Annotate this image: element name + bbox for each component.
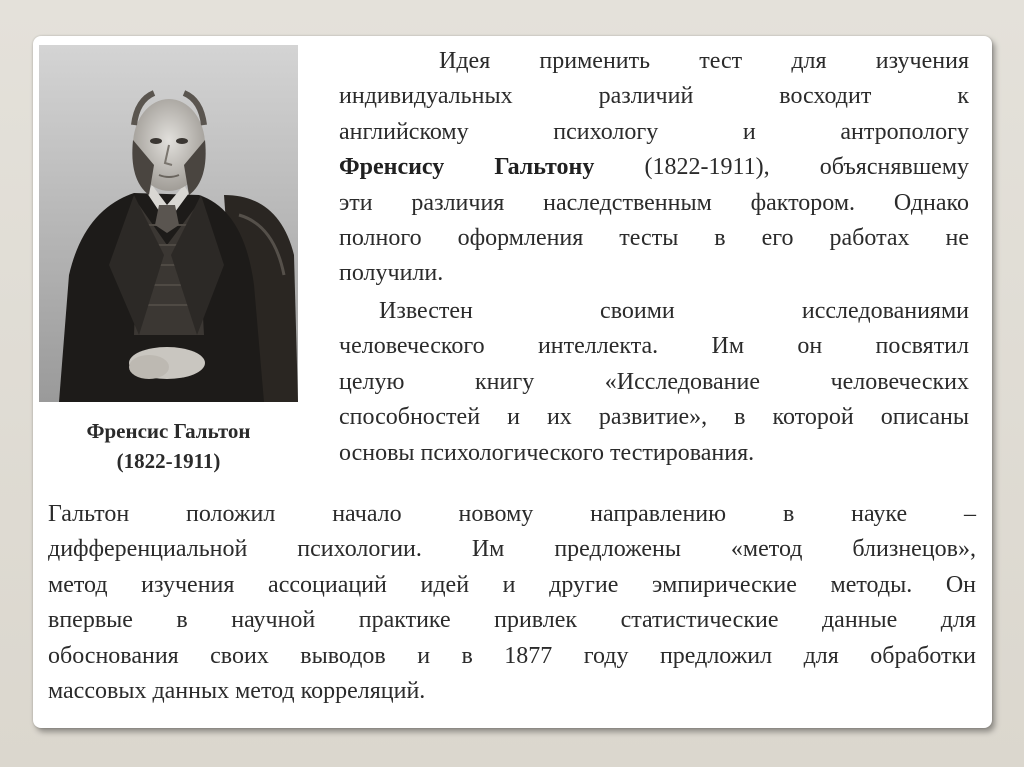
paragraph-line: способностей и их развитие», в которой описаны: [339, 404, 969, 431]
paragraph-line: дифференциальной психологии. Им предложены «метод близнецов»,: [48, 536, 976, 563]
paragraph-line: полного оформления тесты в его работах не: [339, 225, 969, 252]
galton-name-bold: Френсису Гальтону: [339, 154, 595, 181]
paragraph-line: Идея применить тест для изучения: [439, 48, 969, 74]
paragraph-line: метод изучения ассоциаций идей и другие эмпирические методы. Он: [48, 571, 976, 598]
caption-name: Френсис Гальтон: [86, 419, 251, 443]
caption-years: (1822-1911): [116, 449, 221, 473]
paragraph-line: английскому психологу и антропологу: [339, 118, 969, 145]
paragraph-line: обоснования своих выводов и в 1877 году предложил для обработки: [48, 642, 976, 669]
portrait-photo: [39, 45, 298, 402]
paragraph-line: индивидуальных различий восходит к: [339, 83, 969, 110]
paragraph-line: человеческого интеллекта. Им он посвятил: [339, 333, 969, 360]
paragraph-line: впервые в научной практике привлек статистические данные для: [48, 607, 976, 634]
paragraph-line: Гальтон положил начало новому направлению в науке –: [48, 501, 976, 527]
paragraph-intellect: [339, 294, 969, 471]
paragraph-intro: [339, 44, 969, 292]
paragraph-line: Известен своими исследованиями: [379, 298, 969, 324]
paragraph-differential: [48, 497, 976, 709]
paragraph-line: получили.: [339, 260, 444, 287]
portrait-caption: [39, 416, 298, 476]
paragraph-line: массовых данных метод корреляций.: [48, 678, 426, 705]
paragraph-line: целую книгу «Исследование человеческих: [339, 368, 969, 395]
paragraph-line-with-name: [339, 150, 969, 185]
paragraph-line: основы психологического тестирования.: [339, 439, 755, 466]
paragraph-line: (1822-1911), объяснявшему: [644, 154, 970, 181]
paragraph-line: эти различия наследственным фактором. Однако: [339, 189, 969, 216]
